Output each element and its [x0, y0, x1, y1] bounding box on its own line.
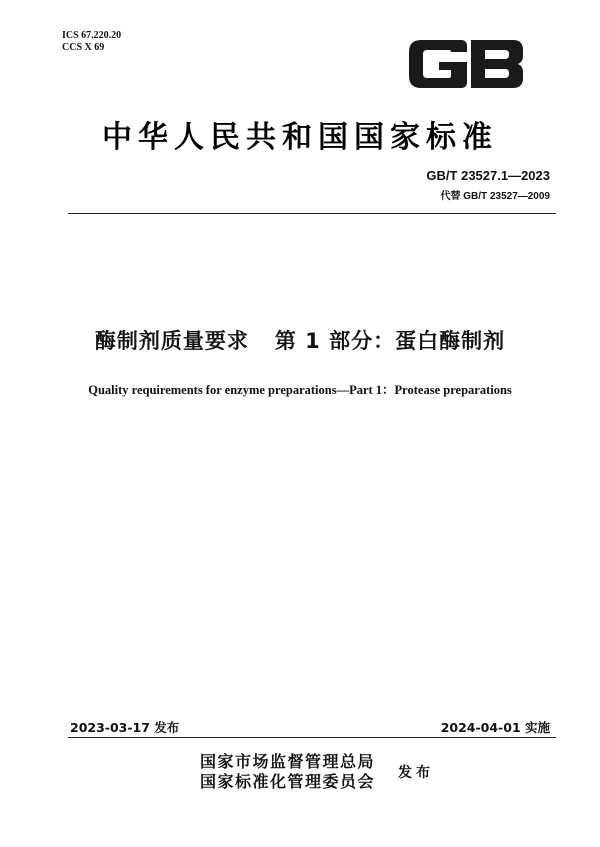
issuing-authorities: [200, 752, 375, 792]
publish-label: 发布: [398, 765, 434, 781]
title-cn-part1: 酶制剂质量要求: [94, 329, 249, 353]
gb-logo-b-icon: [471, 40, 523, 88]
gb-logo: [405, 38, 527, 90]
gb-logo-g-icon: [409, 40, 467, 88]
document-title-cn: [0, 325, 600, 355]
replaced-standard: 代替 GB/T 23527—2009: [440, 191, 550, 202]
bottom-divider: [68, 737, 556, 738]
ccs-code: CCS X 69: [62, 42, 105, 53]
effective-date: 2024-04-01 实施: [440, 720, 550, 735]
document-title-en: Quality requirements for enzyme preparations—Part 1：Protease preparations: [88, 383, 512, 397]
issuer-samr: 国家市场监督管理总局: [200, 752, 376, 771]
standard-title: 中华人民共和国国家标准: [102, 120, 498, 155]
top-divider: [68, 213, 556, 214]
standard-number: GB/T 23527.1—2023: [426, 168, 550, 183]
classification-codes: [62, 30, 121, 54]
issuer-sac: 国家标准化管理委员会: [200, 772, 376, 791]
title-cn-part2: 第 1 部分：蛋白酶制剂: [274, 329, 506, 353]
issue-date: 2023-03-17 发布: [70, 720, 180, 735]
ics-code: ICS 67.220.20: [62, 30, 122, 41]
